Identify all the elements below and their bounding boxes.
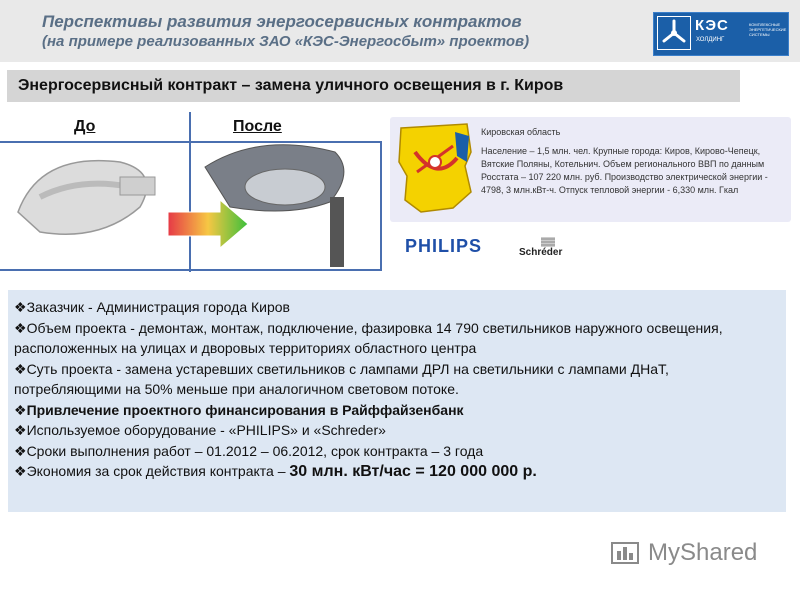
bullet-icon: ❖ [14,319,27,336]
savings-label: Экономия за срок действия контракта – [26,463,290,479]
list-item [14,420,774,441]
logo-note: КОМПЛЕКСНЫЕ ЭНЕРГЕТИЧЕСКИЕ СИСТЕМЫ [749,22,787,37]
equipment-text: Используемое оборудование - «PHILIPS» и «Schreder» [26,422,386,438]
scope-text: Объем проекта - демонтаж, монтаж, подключение, фазировка 14 790 светильников наружного освещения, расположенных на улицах и дворовых территориях областного центра [14,319,723,356]
before-after-illustration [0,112,383,272]
section-title: Энергосервисный контракт – замена уличного освещения в г. Киров [18,77,564,94]
page-subtitle: (на примере реализованных ЗАО «КЭС-Энергосбыт» проектов) [42,33,530,50]
list-item [14,441,774,462]
philips-logo: PHILIPS [405,236,483,256]
bullet-icon: ❖ [14,463,27,479]
old-lamp-icon [18,161,155,235]
logo-mark-icon [657,16,691,50]
region-name: Кировская область [481,127,561,137]
bullet-icon: ❖ [14,401,27,418]
timing-text: Сроки выполнения работ – 01.2012 – 06.2012, срок контракта – 3 года [26,442,484,459]
bullet-icon: ❖ [14,360,27,377]
essence-text: Суть проекта - замена устаревших светильников с лампами ДРЛ на светильники с лампами ДНаТ, потребляющими на 50% меньше при аналогичном световом потоке. [14,360,669,397]
list-item [14,297,774,318]
list-item [14,400,774,421]
bullet-icon: ❖ [14,442,27,459]
savings-value: 30 млн. кВт/час = 120 000 000 р. [289,463,537,480]
region-description: Население – 1,5 млн. чел. Крупные города: Киров, Кирово-Чепецк, Вятские Поляны, Котельнич. Объем регионального ВВП по данным Росстата – 107 220 млн. руб. Производство электрической энергии - 4798, 3 млн.кВт-ч. Отпуск тепловой энергии - 6,330 млн. Гкал [481,146,768,195]
list-item [14,359,774,400]
myshared-watermark [608,535,778,575]
list-item [14,461,774,483]
logo-name: КЭС [695,17,729,34]
logo-sub: ХОЛДИНГ [696,37,725,43]
customer-text: Заказчик - Администрация города Киров [26,299,290,315]
project-details-list [14,297,774,483]
list-item [14,318,774,359]
financing-text: Привлечение проектного финансирования в Райффайзенбанк [26,401,464,418]
myshared-text: MyShared [648,539,758,566]
before-label: До [74,118,96,135]
page-title: Перспективы развития энергосервисных контрактов [42,12,522,31]
schreder-label: Schréder [519,247,563,258]
after-label: После [233,118,282,135]
bullet-icon: ❖ [14,299,27,315]
myshared-icon [608,535,644,571]
bullet-icon: ❖ [14,422,27,438]
company-logo [653,12,789,56]
schreder-logo [519,235,579,263]
kirov-coat-of-arms-icon [397,122,475,214]
